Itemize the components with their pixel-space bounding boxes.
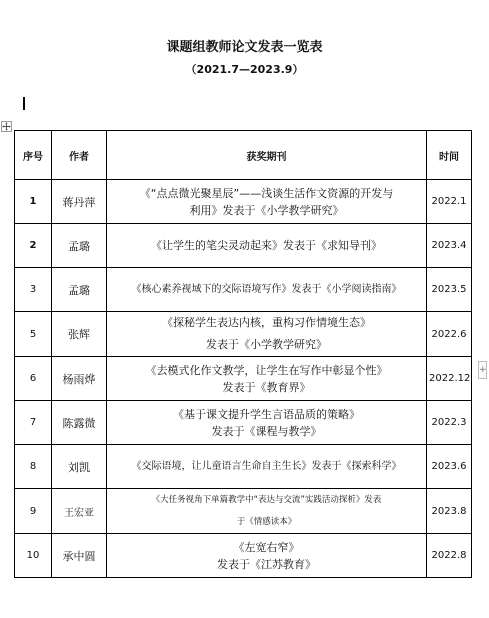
publication-table-wrapper <box>14 130 471 578</box>
row-time: 2022.8 <box>427 534 472 578</box>
plus-icon: + <box>479 365 487 375</box>
row-journal <box>107 357 427 401</box>
table-side-handle[interactable] <box>478 361 487 379</box>
row-journal <box>107 401 427 445</box>
journal-line: 《基于课文提升学生言语品质的策略》 <box>173 407 360 421</box>
row-no: 2 <box>15 224 52 268</box>
table-header-row <box>15 131 472 180</box>
row-journal <box>107 180 427 224</box>
row-journal <box>107 489 427 534</box>
row-no: 8 <box>15 445 52 489</box>
row-author: 承中圆 <box>52 534 107 578</box>
row-no: 9 <box>15 489 52 534</box>
row-time: 2023.4 <box>427 224 472 268</box>
journal-line: 于《情感读本》 <box>236 517 297 527</box>
row-time: 2022.3 <box>427 401 472 445</box>
row-no: 5 <box>15 312 52 357</box>
row-journal <box>107 224 427 268</box>
header-journal: 获奖期刊 <box>107 131 427 180</box>
header-no: 序号 <box>15 131 52 180</box>
row-journal <box>107 268 427 312</box>
journal-line: 发表于《教育界》 <box>222 380 311 394</box>
row-author: 张辉 <box>52 312 107 357</box>
table-move-handle[interactable] <box>1 117 12 128</box>
header-time: 时间 <box>427 131 472 180</box>
row-journal <box>107 312 427 357</box>
row-author: 孟璐 <box>52 268 107 312</box>
row-time: 2023.5 <box>427 268 472 312</box>
date-range: （2021.7—2023.9） <box>185 63 304 76</box>
journal-line: 《去模式化作文教学，让学生在写作中彰显个性》 <box>145 363 388 377</box>
table-row <box>15 224 472 268</box>
row-no: 7 <box>15 401 52 445</box>
table-row <box>15 445 472 489</box>
row-no: 6 <box>15 357 52 401</box>
journal-line: 《探秘学生表达内核，重构习作情境生态》 <box>162 316 371 329</box>
journal-line: 《让学生的笔尖灵动起来》发表于《求知导刊》 <box>151 239 382 252</box>
journal-line: 《大任务视角下单篇教学中“表达与交流”实践活动探析》发表 <box>151 495 382 505</box>
journal-line: 《核心素养视域下的交际语境写作》发表于《小学阅读指南》 <box>131 284 402 295</box>
row-time: 2022.6 <box>427 312 472 357</box>
row-time: 2023.6 <box>427 445 472 489</box>
table-row <box>15 312 472 357</box>
journal-line: 发表于《江苏教育》 <box>217 557 316 571</box>
row-time: 2023.8 <box>427 489 472 534</box>
table-row <box>15 489 472 534</box>
row-no: 1 <box>15 180 52 224</box>
table-row <box>15 268 472 312</box>
table-row <box>15 180 472 224</box>
header-author: 作者 <box>52 131 107 180</box>
row-author: 蒋丹萍 <box>52 180 107 224</box>
journal-line: 利用》发表于《小学教学研究》 <box>189 203 344 217</box>
row-author: 刘凯 <box>52 445 107 489</box>
text-cursor <box>23 97 25 110</box>
row-journal <box>107 534 427 578</box>
table-row <box>15 534 472 578</box>
move-cross-icon <box>1 121 12 132</box>
row-author: 孟璐 <box>52 224 107 268</box>
row-time: 2022.1 <box>427 180 472 224</box>
table-row <box>15 401 472 445</box>
journal-line: 《左宽右窄》 <box>233 540 300 554</box>
row-no: 10 <box>15 534 52 578</box>
row-journal <box>107 445 427 489</box>
document-title: 课题组教师论文发表一览表 <box>166 40 323 55</box>
journal-line: 《“点点微光聚星辰”——浅谈生活作文资源的开发与 <box>139 186 394 200</box>
journal-line: 发表于《小学教学研究》 <box>206 338 327 351</box>
row-no: 3 <box>15 268 52 312</box>
row-time: 2022.12 <box>427 357 472 401</box>
journal-line: 《交际语境，让儿童语言生命自主生长》发表于《探索科学》 <box>131 461 402 472</box>
row-author: 王宏亚 <box>52 489 107 534</box>
row-author: 陈露微 <box>52 401 107 445</box>
table-row <box>15 357 472 401</box>
publication-table <box>14 130 472 578</box>
row-author: 杨雨烨 <box>52 357 107 401</box>
journal-line: 发表于《课程与教学》 <box>211 424 322 438</box>
